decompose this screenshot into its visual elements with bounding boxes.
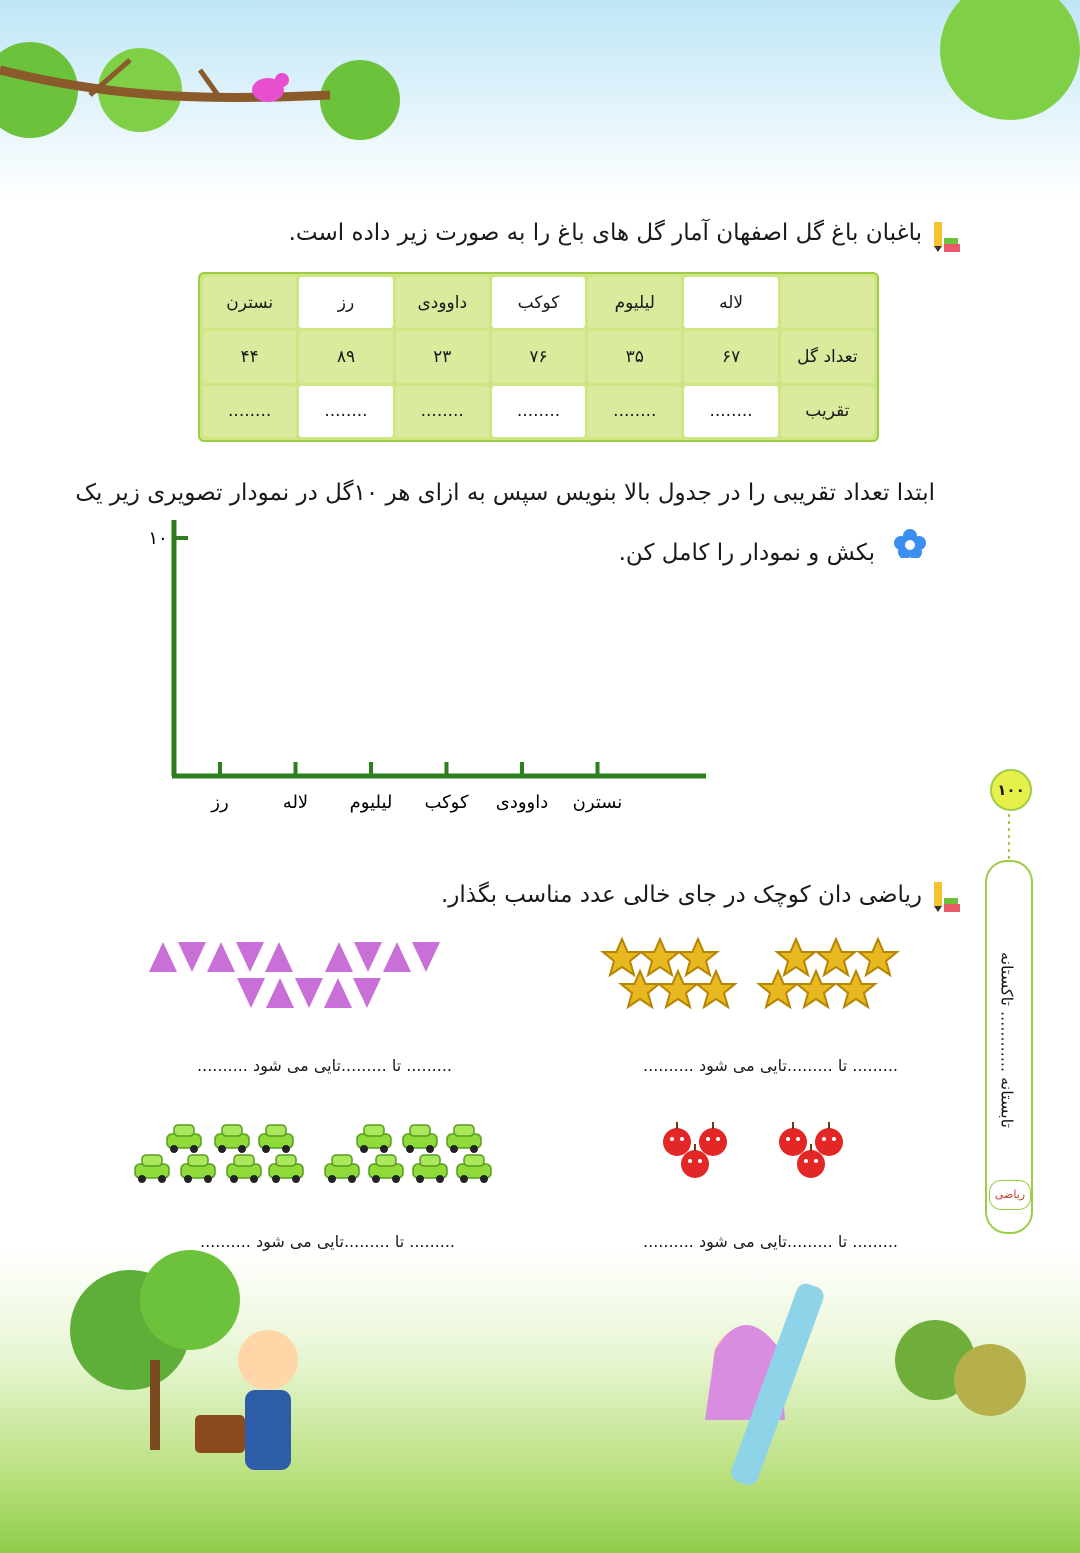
apple-icon <box>815 1122 843 1156</box>
triangle-icon <box>149 942 177 972</box>
car-icon <box>269 1155 303 1183</box>
star-icon <box>659 971 697 1007</box>
count-cell: ۴۴ <box>203 331 296 382</box>
count-cell: ۸۹ <box>299 331 392 382</box>
triangle-icon <box>178 942 206 972</box>
fill-blank-triangles[interactable]: ......... تا .........تایی می شود .......... <box>197 1056 452 1075</box>
car-icon <box>357 1125 391 1153</box>
apple-icon <box>699 1122 727 1156</box>
fill-blank-stars[interactable]: ......... تا .........تایی می شود .......... <box>643 1056 898 1075</box>
x-tick-label: داوودی <box>495 792 549 813</box>
approx-blank-cell[interactable]: ........ <box>299 386 392 437</box>
star-icon <box>621 971 659 1007</box>
x-tick-label: لاله <box>282 792 309 813</box>
car-icon <box>413 1155 447 1183</box>
car-icon <box>403 1125 437 1153</box>
car-icon <box>135 1155 169 1183</box>
approx-blank-cell[interactable]: ........ <box>684 386 777 437</box>
question-2-line-2: بکش و نمودار را کامل کن. <box>618 540 875 566</box>
star-icon <box>641 939 679 975</box>
star-icon <box>837 971 875 1007</box>
header-cell: کوکب <box>492 277 585 328</box>
apple-icon <box>663 1122 691 1156</box>
question-2-line-1: ابتدا تعداد تقریبی را در جدول بالا بنویس سپس به ازای هر ۱۰گل در نمودار تصویری زیر یک <box>75 480 935 506</box>
x-tick-label: رز <box>211 792 229 813</box>
pencil-ruler-icon <box>928 218 960 254</box>
header-cell: لیلیوم <box>588 277 681 328</box>
fill-blank-cars[interactable]: ......... تا .........تایی می شود .......... <box>200 1232 455 1251</box>
table-header-row <box>203 277 874 328</box>
star-icon <box>759 971 797 1007</box>
header-cell: لاله <box>684 277 777 328</box>
page-number: ۱۰۰ <box>990 769 1032 811</box>
y-tick-label: ۱۰ <box>148 528 168 549</box>
header-cell: داوودی <box>396 277 489 328</box>
pictograph-chart <box>130 510 730 830</box>
count-cell: ۷۶ <box>492 331 585 382</box>
car-icon <box>227 1155 261 1183</box>
triangle-icon <box>354 942 382 972</box>
triangle-icon <box>325 942 353 972</box>
car-icon <box>457 1155 491 1183</box>
x-tick-label: نسترن <box>572 792 623 813</box>
car-icon <box>167 1125 201 1153</box>
count-cell: ۶۷ <box>684 331 777 382</box>
star-icon <box>797 971 835 1007</box>
car-icon <box>215 1125 249 1153</box>
fill-blank-apples[interactable]: ......... تا .........تایی می شود .......... <box>643 1232 898 1251</box>
table-count-row <box>203 331 874 382</box>
tree-branch-illustration <box>0 0 1080 200</box>
star-icon <box>859 939 897 975</box>
apple-icon <box>779 1122 807 1156</box>
star-icon <box>777 939 815 975</box>
approx-blank-cell[interactable]: ........ <box>203 386 296 437</box>
triangle-icon <box>265 942 293 972</box>
triangles-group <box>145 940 455 1010</box>
flower-stats-table <box>198 272 879 442</box>
star-icon <box>817 939 855 975</box>
triangle-icon <box>237 978 265 1008</box>
triangle-icon <box>353 978 381 1008</box>
apples-group <box>655 1118 865 1188</box>
approx-blank-cell[interactable]: ........ <box>588 386 681 437</box>
x-tick-label: لیلیوم <box>349 792 393 813</box>
count-cell: ۲۳ <box>396 331 489 382</box>
triangle-icon <box>295 978 323 1008</box>
question-1-text: باغبان باغ گل اصفهان آمار گل های باغ را به صورت زیر داده است. <box>288 220 922 246</box>
school-label: تابستانه ............ تاکستانه <box>997 952 1017 1128</box>
star-icon <box>603 939 641 975</box>
triangle-icon <box>236 942 264 972</box>
triangle-icon <box>266 978 294 1008</box>
dotted-connector <box>1007 807 1011 867</box>
header-cell: رز <box>299 277 392 328</box>
car-icon <box>181 1155 215 1183</box>
triangle-icon <box>207 942 235 972</box>
stars-group <box>598 934 908 1014</box>
star-icon <box>697 971 735 1007</box>
car-icon <box>447 1125 481 1153</box>
approx-blank-cell[interactable]: ........ <box>396 386 489 437</box>
x-tick-label: کوکب <box>424 792 469 813</box>
flower-icon <box>892 528 928 558</box>
question-3-text: ریاضی دان کوچک در جای خالی عدد مناسب بگذار. <box>441 882 922 908</box>
row-label: تعداد گل <box>781 331 874 382</box>
row-label: تقریب <box>781 386 874 437</box>
triangle-icon <box>324 978 352 1008</box>
star-icon <box>679 939 717 975</box>
pencil-ruler-icon <box>928 878 960 914</box>
car-icon <box>259 1125 293 1153</box>
subject-tag: ریاضی <box>989 1180 1031 1210</box>
cars-group <box>128 1118 498 1190</box>
count-cell: ۳۵ <box>588 331 681 382</box>
kids-illustration <box>0 1250 1080 1553</box>
approx-blank-cell[interactable]: ........ <box>492 386 585 437</box>
table-approx-row <box>203 386 874 437</box>
car-icon <box>325 1155 359 1183</box>
header-cell: نسترن <box>203 277 296 328</box>
car-icon <box>369 1155 403 1183</box>
triangle-icon <box>383 942 411 972</box>
table-corner-cell <box>781 277 874 328</box>
